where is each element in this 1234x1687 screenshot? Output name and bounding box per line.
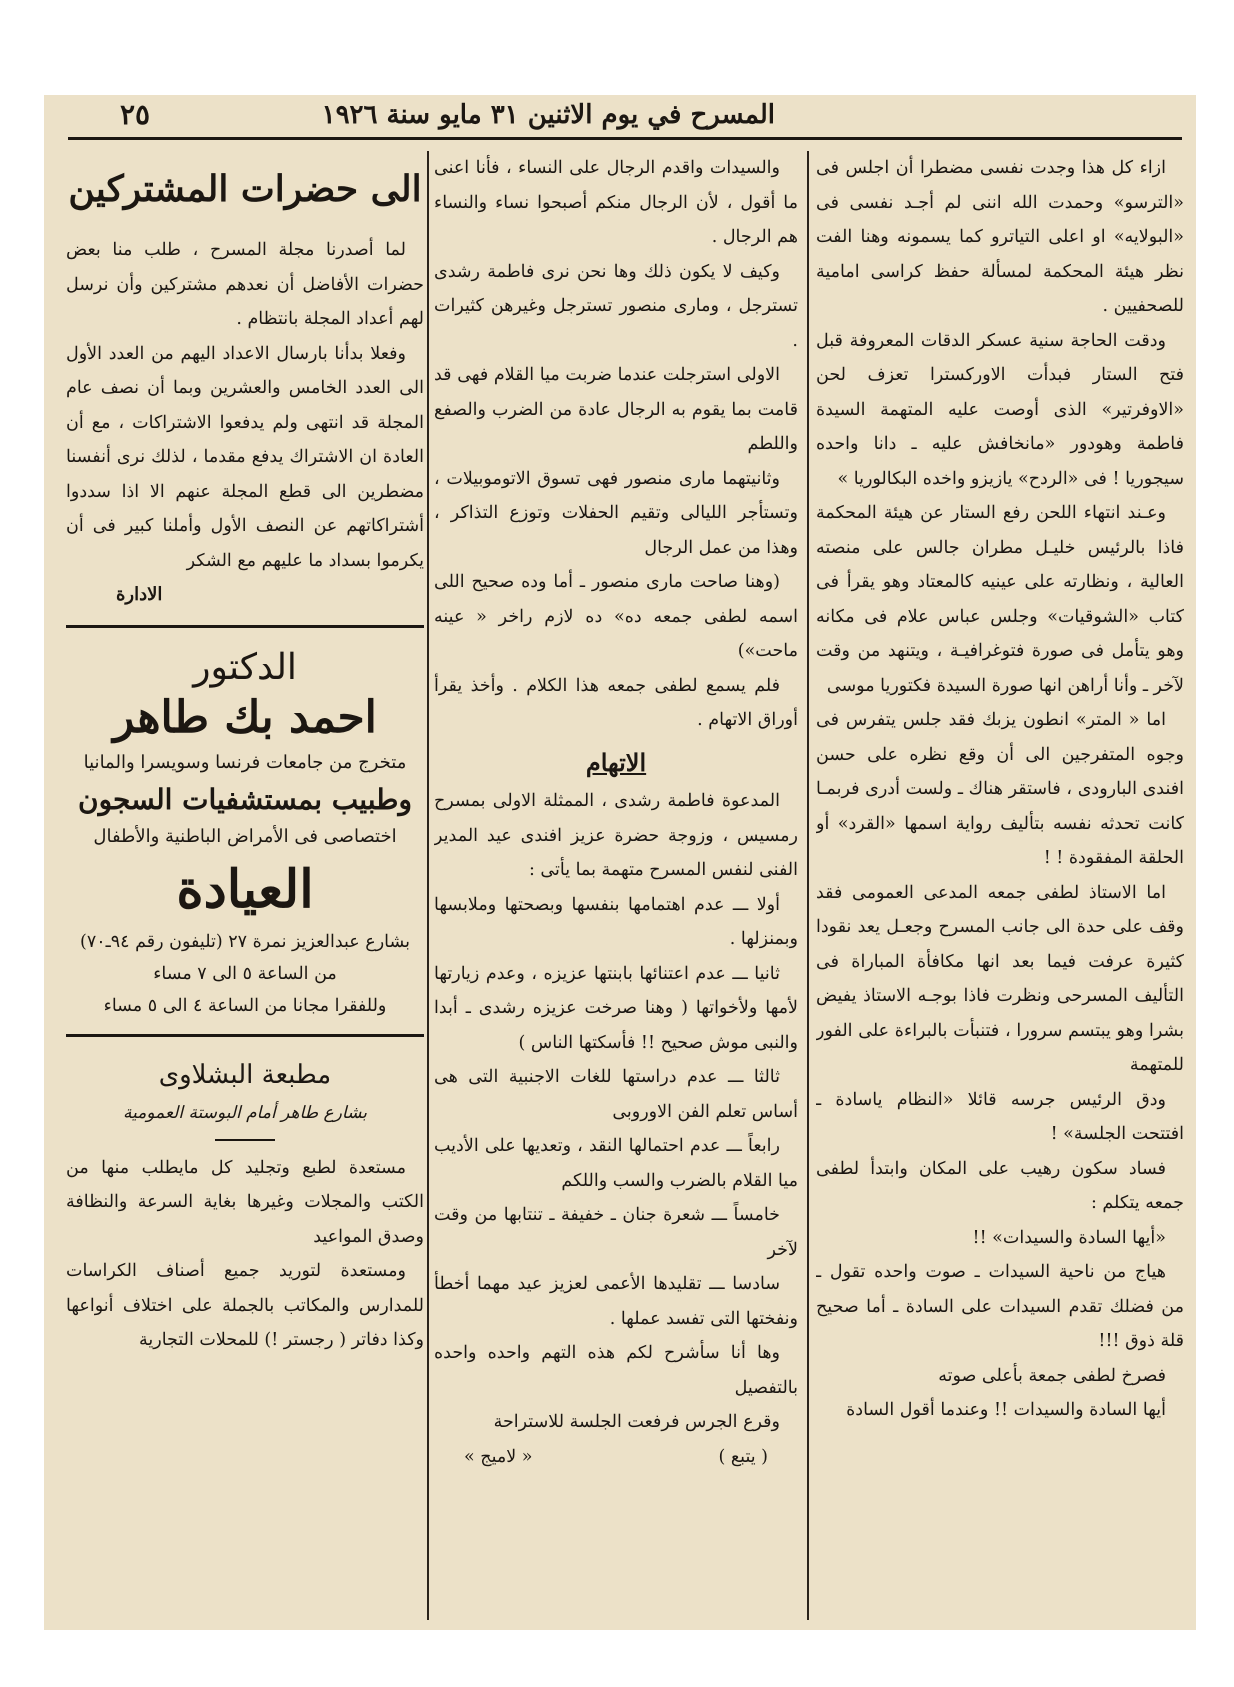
charge-item: المدعوة فاطمة رشدى ، الممثلة الاولى بمسرح رمسيس ، وزوجة حضرة عزيز افندى عيد المدير الفنى لنفس المسرح متهمة بما يأتى : xyxy=(434,791,798,880)
charge-item: وها أنا سأشرح لكم هذه التهم واحده واحده بالتفصيل xyxy=(434,1343,798,1398)
doctor-ad-specialty: اختصاصى فى الأمراض الباطنية والأطفال xyxy=(93,825,397,847)
paragraph: «أيها السادة والسيدات» !! xyxy=(972,1227,1166,1248)
paragraph: هياج من ناحية السيدات ـ صوت واحده تقول ـ من فضلك تقدم السيدات على السادة ـ أما صحيح قلة ذوق !!! xyxy=(816,1262,1184,1351)
notice-paragraph: لما أصدرنا مجلة المسرح ، طلب منا بعض حضرات الأفاضل أن نعدهم مشتركين وأن نرسل لهم أعداد المجلة بانتظام . xyxy=(66,240,424,329)
charge-item: ثالثا ـــ عدم دراستها للغات الاجنبية التى هى أساس تعلم الفن الاوروبى xyxy=(434,1067,798,1122)
to-be-continued: ( يتبع ) xyxy=(718,1446,768,1467)
notice-paragraph: وفعلا بدأنا بارسال الاعداد اليهم من العدد الأول الى العدد الخامس والعشرين وبما أن نصف عام المجلة قد انتهى ولم يدفعوا الاشتراكات ، مع أن العادة ان الاشتراك يدفع مقدما ، لذلك نرى أنفسنا مضطرين الى قطع المجلة عنهم الا اذا سددوا أشتراكاتهم عن النصف الأول وأملنا كبير فى أن يكرموا بسداد ما عليهم مع الشكر xyxy=(66,343,424,571)
page-number: ٢٥ xyxy=(120,98,151,131)
section-title-charges: الاتهام xyxy=(585,747,647,777)
paragraph: فلم يسمع لطفى جمعه هذا الكلام . وأخذ يقرأ أوراق الاتهام . xyxy=(434,675,798,730)
press-ad-paragraph: مستعدة لطبع وتجليد كل مايطلب منها من الكتب والمجلات وغيرها بغاية السرعة والنظافة وصدق المواعيد xyxy=(66,1157,424,1247)
column-divider xyxy=(427,151,429,1620)
charge-item: خامساً ـــ شعرة جنان ـ خفيفة ـ تنتابها من وقت لآخر xyxy=(434,1205,798,1260)
paragraph: اما الاستاذ لطفى جمعه المدعى العمومى فقد وقف على حدة الى جانب المسرح وجعـل يعد نقودا كثيرة عرفت فيما بعد انها مكافأة المباراة فى التأليف المسرحى ونظرت فاذا بوجـه الاستاذ يفيض بشرا وهو يبتسم سرورا ، فتنبأت بالبراءة على الفور للمتهمة xyxy=(816,882,1184,1075)
notice-title: الى حضرات المشتركين xyxy=(68,168,422,210)
article-footer xyxy=(434,1440,798,1475)
paragraph: وكيف لا يكون ذلك وها نحن نرى فاطمة رشدى تسترجل ، ومارى منصور تسترجل وغيرهن كثيرات . xyxy=(434,261,798,351)
press-ad-paragraph: ومستعدة لتوريد جميع أصناف الكراسات للمدارس والمكاتب بالجملة على اختلاف أنواعها وكذا دفاتر ( رجستر !) للمحلات التجارية xyxy=(66,1261,424,1350)
paragraph: الاولى استرجلت عندما ضربت ميا القلام فهى قد قامت بما يقوم به الرجال عادة من الضرب والصفع واللطم xyxy=(434,365,798,454)
left-column xyxy=(66,151,424,1622)
doctor-ad-address: بشارع عبدالعزيز نمرة ٢٧ (تليفون رقم ٩٤ـ٧٠) xyxy=(79,931,410,952)
small-divider xyxy=(215,1139,275,1141)
header-title: المسرح في يوم الاثنين ٣١ مايو سنة ١٩٢٦ xyxy=(321,100,775,130)
paragraph: ودقت الحاجة سنية عسكر الدقات المعروفة قبل فتح الستار فبدأت الاوركسترا تعزف لحن «الاوفرتير» الذى أوصت عليه المتهمة السيدة فاطمة وهودور «مانخافش عليه ـ دانا واحده سيجوريا ! فى «الردح» يازيزو واخده البكالوريا » xyxy=(816,330,1184,489)
doctor-ad-name: احمد بك طاهر xyxy=(113,691,377,743)
doctor-ad-credentials: متخرج من جامعات فرنسا وسويسرا والمانيا xyxy=(83,751,407,773)
newspaper-page xyxy=(44,95,1196,1630)
paragraph: وثانيتهما مارى منصور فهى تسوق الاتوموبيلات ، وتستأجر الليالى وتقيم الحفلات وتوزع التذاكر ، وهذا من عمل الرجال xyxy=(434,468,798,558)
press-ad-title: مطبعة البشلاوى xyxy=(158,1059,332,1090)
paragraph: فساد سكون رهيب على المكان وابتدأ لطفى جمعه يتكلم : xyxy=(816,1158,1184,1213)
charge-item: وقرع الجرس فرفعت الجلسة للاستراحة xyxy=(493,1412,780,1432)
charge-item: سادسا ـــ تقليدها الأعمى لعزيز عيد مهما أخطأ ونفختها التى تفسد عملها . xyxy=(434,1274,798,1329)
notice-signature: الادارة xyxy=(116,584,163,605)
paragraph: ودق الرئيس جرسه قائلا «النظام ياسادة ـ افتتحت الجلسة» ! xyxy=(816,1089,1184,1144)
paragraph: أيها السادة والسيدات !! وعندما أقول السادة xyxy=(846,1400,1166,1420)
paragraph: اما « المتر» انطون يزبك فقد جلس يتفرس فى وجوه المتفرجين الى أن وقع نظره على حسن افندى البارودى ، فاستقر هناك ـ ولست أدرى فربمـا كانت تحدثه نفسه بتأليف رواية اسمها «القرد» أو الحلقة المفقودة ! ! xyxy=(816,710,1184,868)
charge-item: رابعاً ـــ عدم احتمالها النقد ، وتعديها على الأديب ميا القلام بالضرب والسب واللكم xyxy=(434,1136,798,1191)
page-header xyxy=(70,95,1170,139)
section-divider xyxy=(66,625,424,628)
paragraph: وعـند انتهاء اللحن رفع الستار عن هيئة المحكمة فاذا بالرئيس خليـل مطران جالس على منصته العالية ، ونظارته على عينيه كالمعتاد وهو يقرأ فى كتاب «الشوقيات» وجلس عباس علام فى مكانه وهو يتأمل فى صورة فتوغرافيـة ، ويتنهد من وقت لآخر ـ وأنا أراهن انها صورة السيدة فكتوريا موسى xyxy=(816,503,1184,696)
right-column xyxy=(816,151,1184,1622)
press-ad-address: بشارع طاهر أمام البوستة العمومية xyxy=(122,1102,367,1123)
paragraph: ازاء كل هذا وجدت نفسى مضطرا أن اجلس فى «الترسو» وحمدت الله اننى لم أجـد نفسى فى «البولايه» او اعلى التياترو كما يسمونه وهنا الفت نظر هيئة المحكمة لمسألة حفظ كراسى امامية للصحفيين . xyxy=(816,158,1184,316)
column-divider xyxy=(807,151,809,1620)
author-signature: « لاميج » xyxy=(464,1446,533,1467)
middle-column xyxy=(434,151,798,1622)
charge-item: ثانيا ـــ عدم اعتنائها بابنتها عزيزه ، وعدم زيارتها لأمها ولأخواتها ( وهنا صرخت عزيزه رشدى ـ أبدا والنبى موش صحيح !! فأسكتها الناس ) xyxy=(434,963,798,1053)
section-divider xyxy=(66,1034,424,1037)
doctor-ad-title: الدكتور xyxy=(193,646,297,688)
paragraph: فصرخ لطفى جمعة بأعلى صوته xyxy=(938,1365,1166,1386)
charge-item: أولا ـــ عدم اهتمامها بنفسها وبصحتها وملابسها وبمنزلها . xyxy=(434,894,798,949)
header-rule xyxy=(68,137,1182,140)
doctor-ad-clinic: العيادة xyxy=(176,858,314,920)
doctor-ad-free-hours: وللفقرا مجانا من الساعة ٤ الى ٥ مساء xyxy=(103,995,387,1016)
doctor-ad-position: وطبيب بمستشفيات السجون xyxy=(78,782,412,816)
doctor-ad-hours: من الساعة ٥ الى ٧ مساء xyxy=(153,963,337,984)
paragraph: (وهنا صاحت مارى منصور ـ أما وده صحيح اللى اسمه لطفى جمعه ده» ده لازم راخر « عينه ماحت») xyxy=(434,572,798,661)
paragraph: والسيدات واقدم الرجال على النساء ، فأنا اعنى ما أقول ، لأن الرجال منكم أصبحوا نساء والنساء هم الرجال . xyxy=(434,158,798,247)
